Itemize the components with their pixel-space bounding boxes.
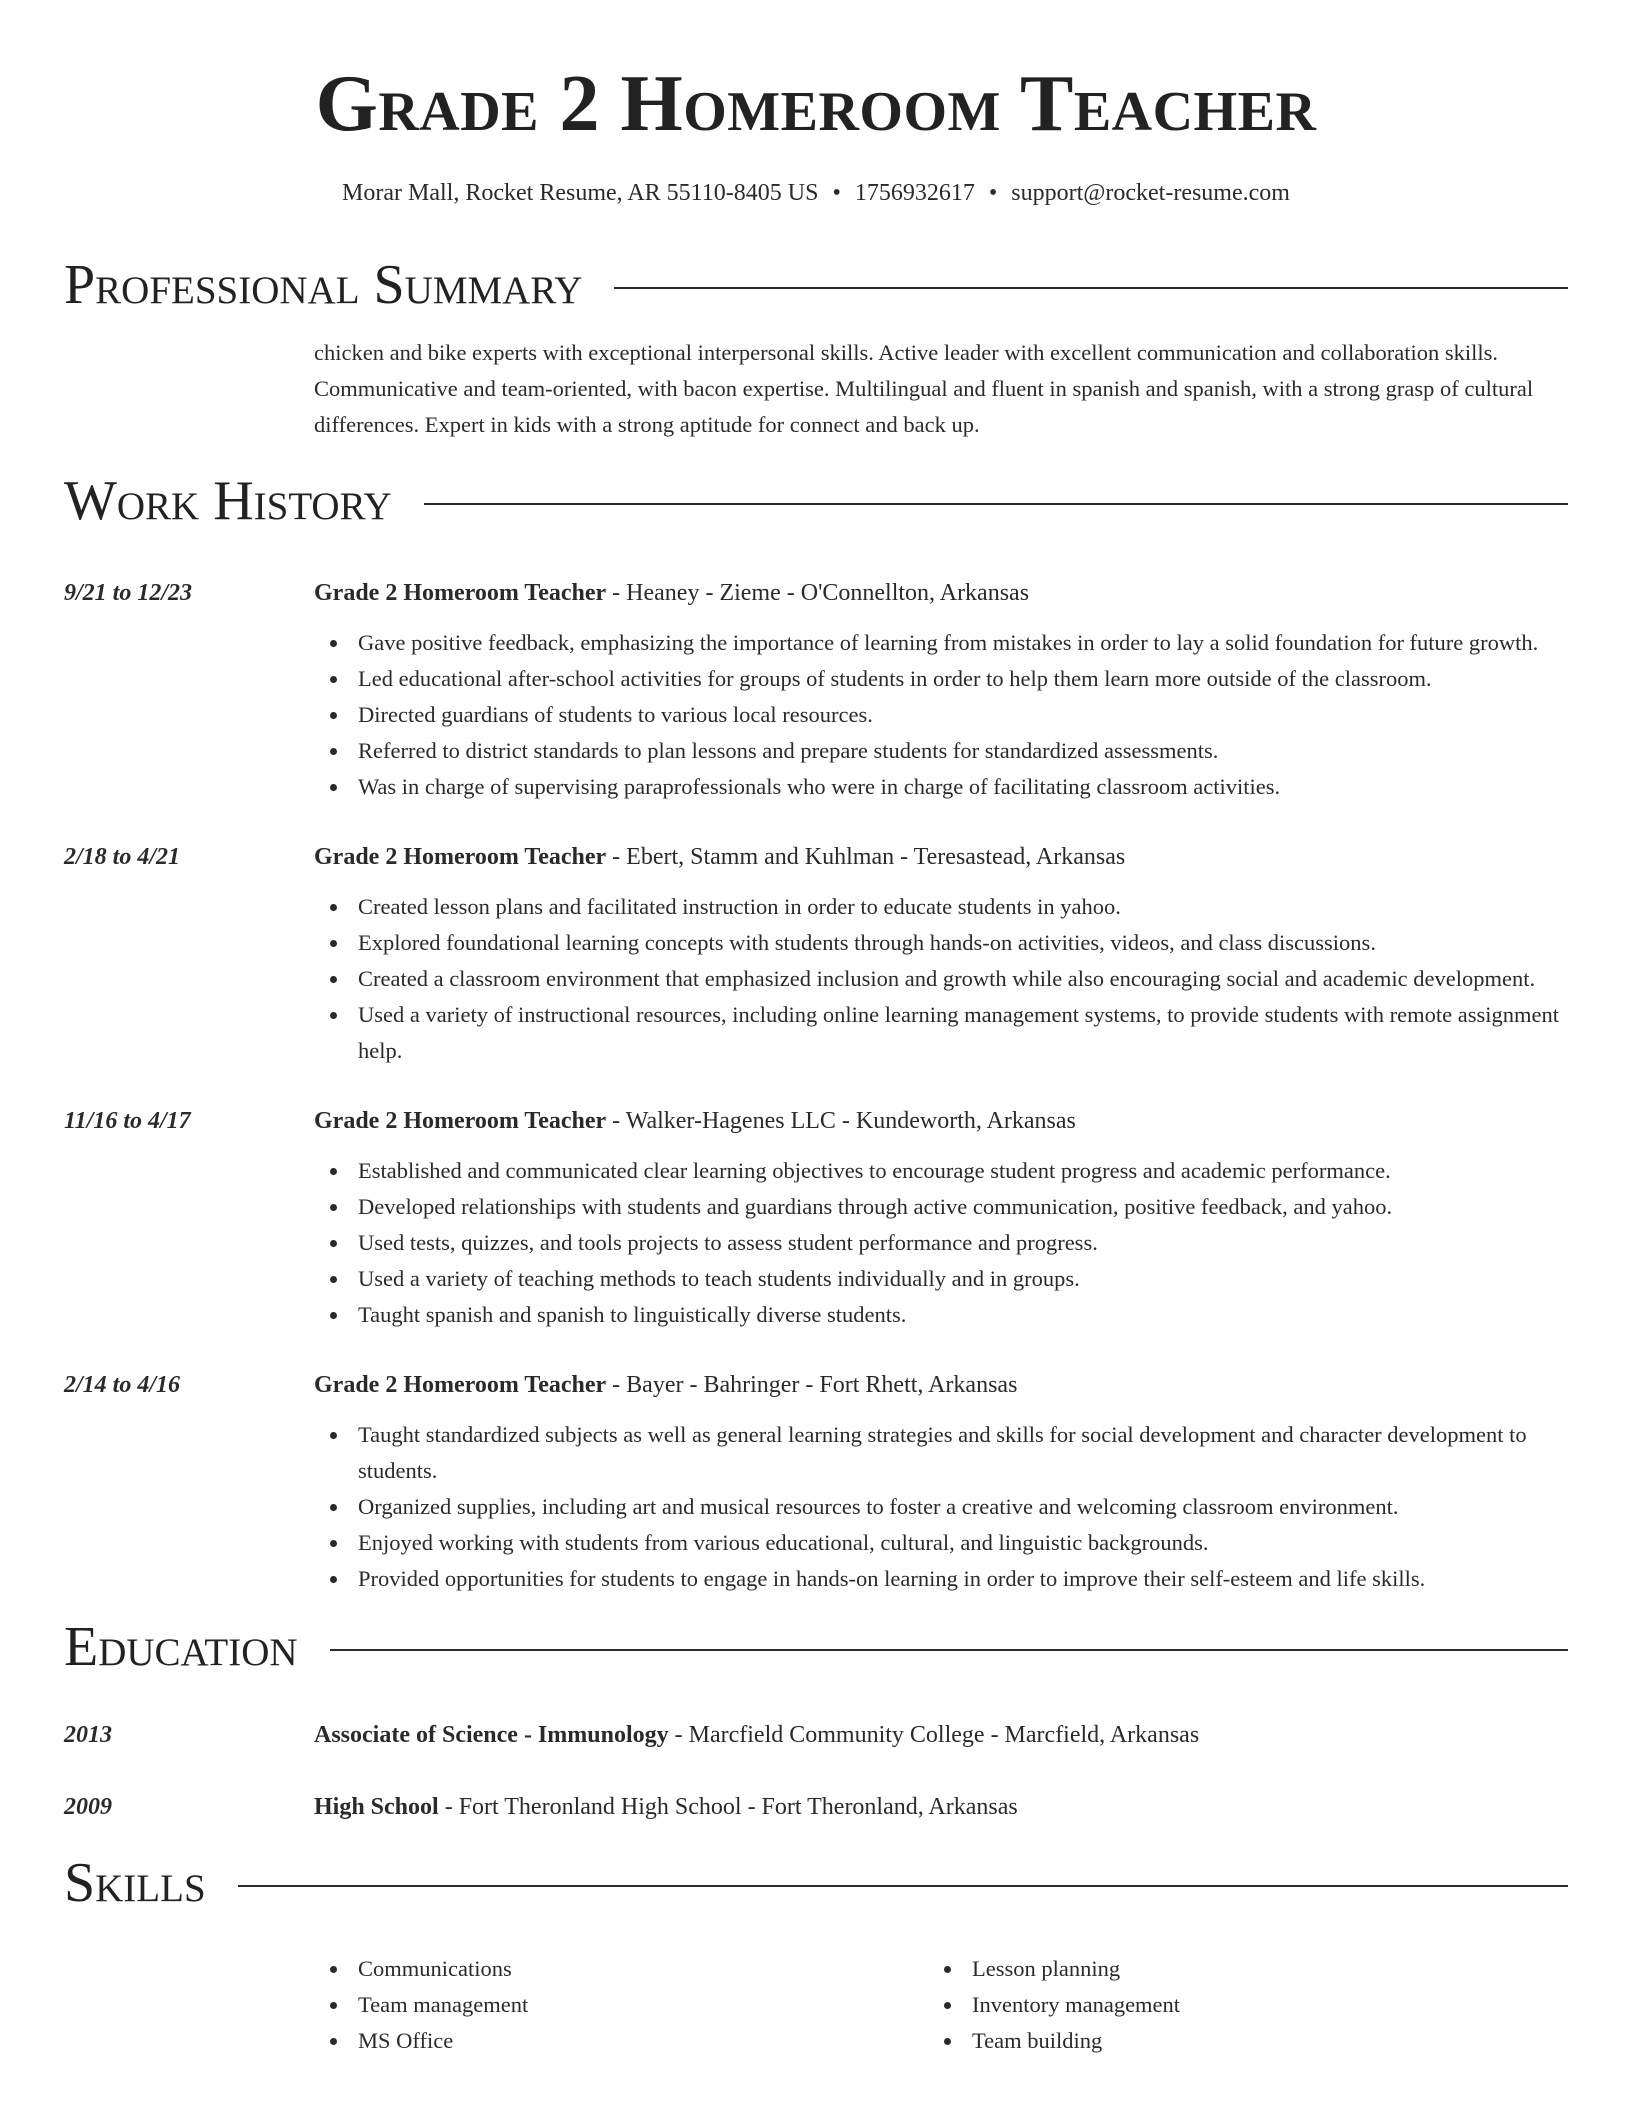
job-bullet: Gave positive feedback, emphasizing the importance of learning from mistakes in order to lay a solid foundation for future growth. (314, 625, 1568, 661)
skills-column-left (314, 1951, 928, 2059)
contact-line (64, 180, 1568, 207)
job-entry (64, 839, 1568, 1069)
job-bullets (314, 1417, 1568, 1597)
summary-section-header (64, 254, 1568, 316)
skill-item: Team management (314, 1987, 928, 2023)
job-bullet: Referred to district standards to plan lessons and prepare students for standardized assessments. (314, 733, 1568, 769)
job-bullet: Enjoyed working with students from various educational, cultural, and linguistic backgrounds. (314, 1525, 1568, 1561)
education-details: - Marcfield Community College - Marcfield, Arkansas (668, 1722, 1200, 1748)
job-heading (314, 1367, 1568, 1403)
job-bullets (314, 1153, 1568, 1333)
skills-section-header (64, 1852, 1568, 1914)
job-bullet: Established and communicated clear learning objectives to encourage student progress and academic performance. (314, 1153, 1568, 1189)
job-bullet: Created a classroom environment that emphasized inclusion and growth while also encouraging social and academic development. (314, 961, 1568, 997)
education-entry (64, 1789, 1568, 1825)
skills-column-right (928, 1951, 1542, 2059)
job-bullet: Organized supplies, including art and musical resources to foster a creative and welcoming classroom environment. (314, 1489, 1568, 1525)
skill-item: Communications (314, 1951, 928, 1987)
section-divider (238, 1885, 1568, 1887)
job-date: 2/14 to 4/16 (64, 1372, 181, 1398)
job-date: 11/16 to 4/17 (64, 1108, 191, 1134)
job-bullet: Directed guardians of students to various local resources. (314, 697, 1568, 733)
work-history-list (64, 575, 1568, 1597)
job-bullet: Led educational after-school activities for groups of students in order to help them learn more outside of the classroom. (314, 661, 1568, 697)
education-details: - Fort Theronland High School - Fort Theronland, Arkansas (438, 1794, 1018, 1820)
job-entry (64, 1367, 1568, 1597)
section-divider (330, 1649, 1568, 1651)
skills-heading: Skills (64, 1852, 206, 1914)
contact-address: Morar Mall, Rocket Resume, AR 55110-8405 US (342, 180, 819, 206)
skill-item: Inventory management (928, 1987, 1542, 2023)
skill-item: MS Office (314, 2023, 928, 2059)
job-bullet: Taught spanish and spanish to linguistically diverse students. (314, 1297, 1568, 1333)
job-heading (314, 1103, 1568, 1139)
job-bullet: Created lesson plans and facilitated instruction in order to educate students in yahoo. (314, 889, 1568, 925)
job-bullet: Explored foundational learning concepts with students through hands-on activities, videos, and class discussions. (314, 925, 1568, 961)
job-heading (314, 575, 1568, 611)
job-bullets (314, 889, 1568, 1069)
contact-separator: • (832, 180, 841, 206)
job-title: Grade 2 Homeroom Teacher (314, 1372, 607, 1398)
education-heading-line (314, 1717, 1568, 1753)
job-entry (64, 1103, 1568, 1333)
job-details: - Ebert, Stamm and Kuhlman - Teresastead, Arkansas (606, 844, 1126, 870)
summary-heading: Professional Summary (64, 254, 583, 316)
work-section-header (64, 470, 1568, 532)
education-degree: Associate of Science - Immunology (314, 1722, 669, 1748)
job-details: - Walker-Hagenes LLC - Kundeworth, Arkansas (606, 1108, 1076, 1134)
job-bullet: Provided opportunities for students to engage in hands-on learning in order to improve their self-esteem and life skills. (314, 1561, 1568, 1597)
resume-title: Grade 2 Homeroom Teacher (315, 60, 1317, 148)
job-details: - Bayer - Bahringer - Fort Rhett, Arkansas (606, 1372, 1018, 1398)
education-entry (64, 1717, 1568, 1753)
education-date: 2013 (64, 1722, 112, 1748)
job-bullet: Used a variety of instructional resources, including online learning management systems, to provide students with remote assignment help. (314, 997, 1568, 1069)
education-date: 2009 (64, 1794, 112, 1820)
job-date: 2/18 to 4/21 (64, 844, 181, 870)
contact-phone: 1756932617 (854, 180, 975, 206)
skill-item: Lesson planning (928, 1951, 1542, 1987)
job-bullet: Used a variety of teaching methods to teach students individually and in groups. (314, 1261, 1568, 1297)
job-bullet: Used tests, quizzes, and tools projects to assess student performance and progress. (314, 1225, 1568, 1261)
summary-text: chicken and bike experts with exceptional interpersonal skills. Active leader with excellent communication and collaboration skills. Communicative and team-oriented, with bacon expertise. Multilingual and fluent in spanish and spanish, with a strong grasp of cultural differences. Expert in kids with a strong aptitude for connect and back up. (314, 340, 1534, 437)
education-list (64, 1717, 1568, 1825)
job-entry (64, 575, 1568, 805)
contact-email: support@rocket-resume.com (1011, 180, 1290, 206)
section-divider (424, 503, 1568, 505)
education-degree: High School (314, 1794, 439, 1820)
skills-grid (314, 1951, 1568, 2059)
contact-separator: • (988, 180, 998, 206)
job-bullet: Developed relationships with students and guardians through active communication, positive feedback, and yahoo. (314, 1189, 1568, 1225)
job-details: - Heaney - Zieme - O'Connellton, Arkansas (606, 580, 1030, 606)
job-date: 9/21 to 12/23 (64, 580, 193, 606)
skill-item: Team building (928, 2023, 1542, 2059)
education-section-header (64, 1616, 1568, 1678)
job-heading (314, 839, 1568, 875)
job-title: Grade 2 Homeroom Teacher (314, 1108, 607, 1134)
job-title: Grade 2 Homeroom Teacher (314, 844, 607, 870)
education-heading: Education (64, 1616, 298, 1678)
section-divider (614, 287, 1568, 289)
job-title: Grade 2 Homeroom Teacher (314, 580, 607, 606)
job-bullet: Was in charge of supervising paraprofessionals who were in charge of facilitating classroom activities. (314, 769, 1568, 805)
job-bullet: Taught standardized subjects as well as general learning strategies and skills for social development and character development to students. (314, 1417, 1568, 1489)
work-heading: Work History (64, 470, 392, 532)
education-heading-line (314, 1789, 1568, 1825)
job-bullets (314, 625, 1568, 805)
